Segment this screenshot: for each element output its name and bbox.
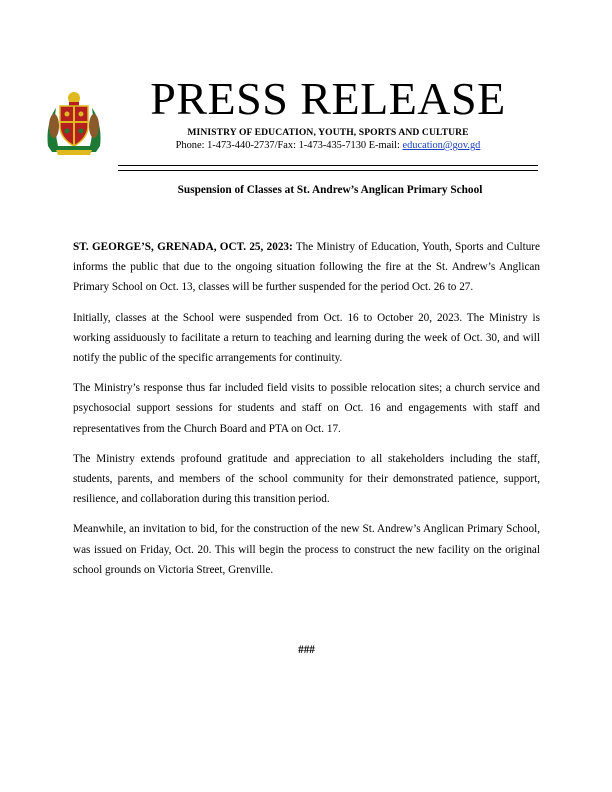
press-release-title: PRESS RELEASE: [150, 73, 506, 124]
email-link[interactable]: education@gov.gd: [402, 140, 481, 151]
paragraph-1: [73, 237, 540, 298]
grenada-coat-of-arms-icon: [42, 86, 106, 156]
ministry-name: MINISTRY OF EDUCATION, YOUTH, SPORTS AND CULTURE: [187, 127, 469, 138]
header-divider-top: [118, 165, 538, 166]
paragraph-5: Meanwhile, an invitation to bid, for the construction of the new St. Andrew’s Anglican Primary School, was issued on Friday, Oct. 20. This will begin the process to construct the new facility on the original school grounds on Victoria Street, Grenville.: [73, 523, 540, 576]
release-body: [73, 237, 540, 590]
paragraph-2: Initially, classes at the School were suspended from Oct. 16 to October 20, 2023. The Ministry is working assiduously to facilitate a return to teaching and learning during the week of Oct. 30, and will notify the public of the specific arrangements for continuity.: [73, 311, 540, 365]
header-divider-bottom: [118, 170, 538, 171]
paragraph-4: The Ministry extends profound gratitude and appreciation to all stakeholders including the staff, students, parents, and members of the school community for their demonstrated patience, support, resilience, and collaboration during this transition period.: [73, 452, 540, 506]
dateline: ST. GEORGE’S, GRENADA, OCT. 25, 2023:: [73, 241, 293, 253]
release-subject: Suspension of Classes at St. Andrew’s Anglican Primary School: [177, 184, 483, 196]
contact-phone-fax: Phone: 1-473-440-2737/Fax: 1-473-435-7130 E-mail:: [175, 140, 403, 151]
paragraph-3: The Ministry’s response thus far included field visits to possible relocation sites; a church service and psychosocial support sessions for students and staff on Oct. 16 and engagements with staff and representatives from the Church Board and PTA on Oct. 17.: [73, 382, 540, 435]
contact-line: [120, 140, 536, 151]
paragraph-1-text: The Ministry of Education, Youth, Sports and Culture informs the public that due to the ongoing situation following the fire at the St. Andrew’s Anglican Primary School on Oct. 13, classes will be further suspended for the period Oct. 26 to 27.: [73, 241, 540, 294]
end-mark: ###: [298, 644, 315, 656]
